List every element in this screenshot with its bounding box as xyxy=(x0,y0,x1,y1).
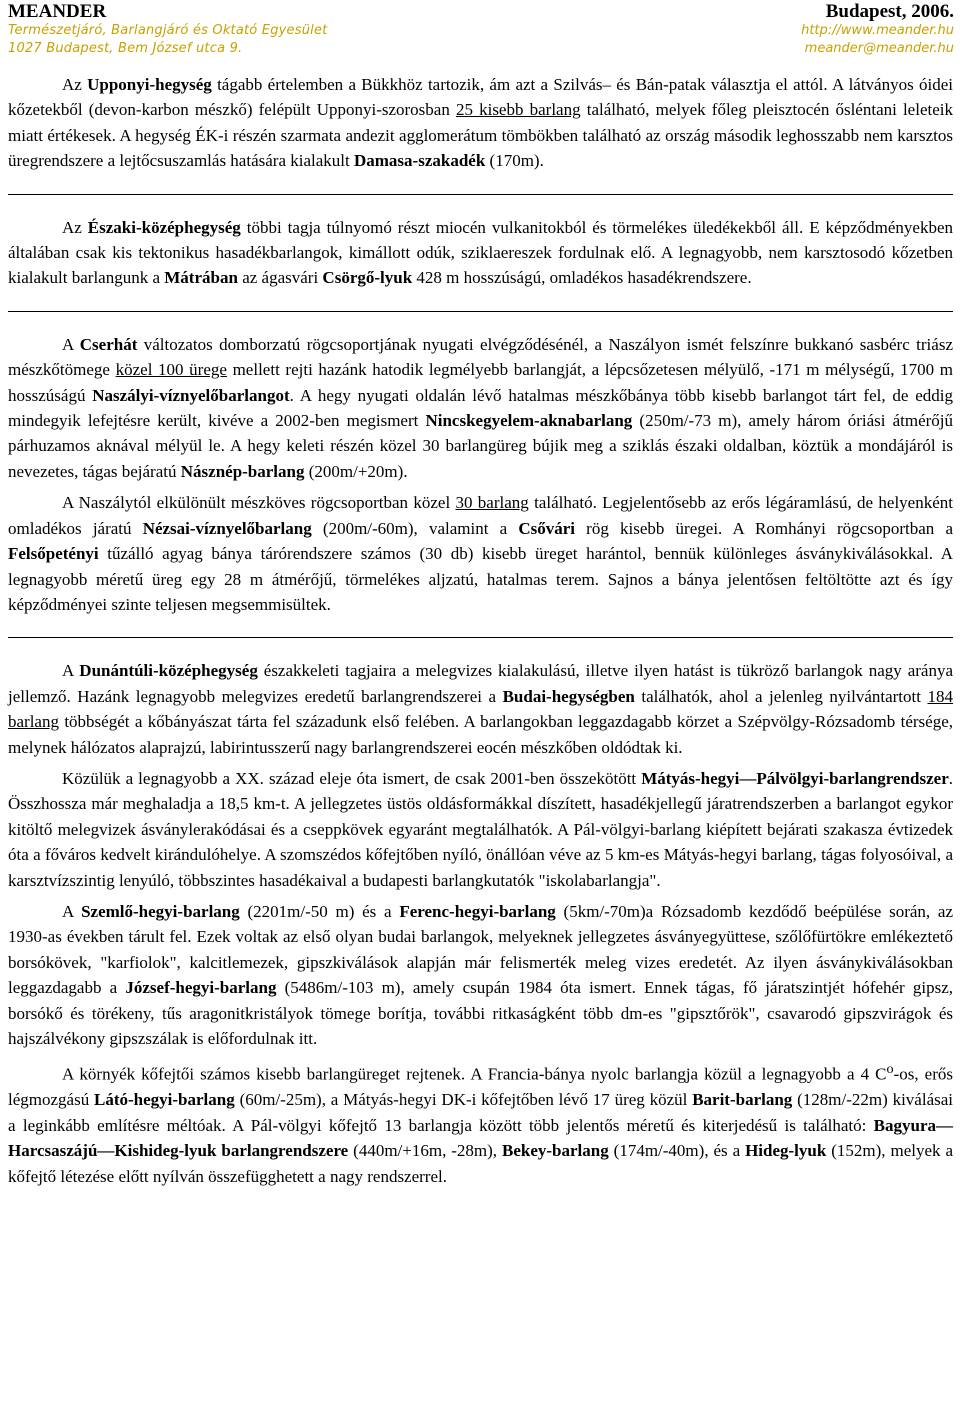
term-bold: Upponyi-hegység xyxy=(87,75,212,94)
text: A xyxy=(62,334,80,354)
superscript: o xyxy=(886,1061,894,1078)
section-cserhat xyxy=(8,332,953,617)
text: többi tagja túlnyomó részt miocén vulkanitokból és törmelékes üledékekből áll. E képződményekben általában csak kis tektonikus hasadékbarlangok, kimállott odúk, sziklaereszek fordulnak elő. A legnagyobb, nem karsztosodó kőzetben kialakult barlangunk a xyxy=(8,217,953,288)
term-bold: Látó-hegyi-barlang xyxy=(94,1090,235,1110)
text: (250m/-73 m), amely három óriási átmérőjű párhuzamos aknával mélyül le. A hegy keleti részén közel 30 barlangüreg bújik meg a sziklás északi oldalban, köztük a mondájáról is nevezetes, tágas bejáratú xyxy=(8,411,953,481)
page-header xyxy=(8,0,954,62)
term-bold: Csővári xyxy=(518,518,576,538)
text: változatos domborzatú rögcsoportjának nyugati elvégződésénél, a Naszályon ismét felszínre bukkanó sasbérc triász mészkőtömege xyxy=(8,334,953,380)
text: . Összhossza már meghaladja a 18,5 km-t. A jellegzetes üstös oldásformákkal díszített, hasadékjellegű járatrendszerben a barlangot egykor kitöltő melegvizek ásványlerakódásai és a cseppkövek egyaránt megtalálhatók. A Pál-völgyi-barlang kiépített bejárati szakasza évtizedek óta a főváros kedvelt kirándulóhelye. A szomszédos kőfejtőben nyíló, önállóan véve az 5 km-es Mátyás-hegyi barlang, tágas folyosóival, a karsztvízszintig lenyúló, többszintes hasadékaival a budapesti barlangkutatók "iskolabarlangja". xyxy=(8,768,953,890)
section-divider xyxy=(8,311,953,312)
text: mellett rejti hazánk hatodik legmélyebb barlangját, a lépcsőzetesen mélyülő, -171 m mélységű, 1700 m hosszúságú xyxy=(8,360,953,405)
text: A Naszálytól elkülönült mészköves rögcsoportban közel xyxy=(62,493,456,513)
term-underlined: 25 kisebb barlang xyxy=(455,100,581,120)
text: Az xyxy=(62,217,88,237)
text: -os, erős légmozgású xyxy=(8,1065,953,1110)
header-row-1 xyxy=(8,0,954,22)
section-eszaki-kozephegyseg xyxy=(8,215,953,291)
org-name: MEANDER xyxy=(8,1,107,22)
org-address: 1027 Budapest, Bem József utca 9. xyxy=(8,41,243,56)
text: (2201m/-50 m) és a xyxy=(239,901,400,921)
term-bold: Bagyura—Harcsaszájú—Kishideg-lyuk barlangrendszere xyxy=(8,1115,953,1161)
term-bold: Északi-középhegység xyxy=(87,217,241,237)
paragraph xyxy=(8,899,953,1051)
text: . A hegy nyugati oldalán lévő hatalmas mészkőbánya több kisebb barlangot tárt fel, de eddig mindegyik lefejtésre került, kivéve a 2002-ben megismert xyxy=(8,385,953,431)
text: Közülük a legnagyobb a XX. század eleje óta ismert, de csak 2001-ben összekötött xyxy=(62,768,642,788)
term-bold: Cserhát xyxy=(79,334,138,354)
term-underlined: közel 100 ürege xyxy=(115,360,227,380)
text: A környék kőfejtői számos kisebb barlangüreget rejtenek. A Francia-bánya nyolc barlangja közül a legnagyobb a 4 C xyxy=(62,1065,887,1085)
text: (200m/+20m). xyxy=(304,461,408,481)
term-bold: Damasa-szakadék xyxy=(353,151,486,171)
term-bold: Mátyás-hegyi—Pálvölgyi-barlangrendszer xyxy=(641,768,949,788)
email-link[interactable]: meander@meander.hu xyxy=(804,41,954,56)
text: (440m/+16m, -28m), xyxy=(348,1141,502,1161)
term-bold: Nincskegyelem-aknabarlang xyxy=(425,411,633,431)
text: többségét a kőbányászat tárta fel századunk első felében. A barlangokban leggazdagabb körzet a Szépvölgy-Rózsadomb térsége, melynek hálózatos alaprajzú, labirintusszerű nagy barlangrendszerei eocén mészkőben oldódtak ki. xyxy=(8,712,953,757)
text: (128m/-22m) kiválásai a leginkább említésre méltóak. A Pál-völgyi kőfejtő 13 barlangja között több jelentős méretű és kiterjedésű is található: xyxy=(8,1090,953,1135)
term-underlined: 184 barlang xyxy=(8,686,953,732)
term-bold: Ferenc-hegyi-barlang xyxy=(399,901,556,921)
paragraph xyxy=(8,766,953,893)
section-dunantuli-kozephegyseg xyxy=(8,658,953,1189)
paragraph xyxy=(8,658,953,760)
text: Az xyxy=(62,75,88,94)
header-row-3 xyxy=(8,40,954,58)
text: (60m/-25m), a Mátyás-hegyi DK-i kőfejtőben lévő 17 üreg közül xyxy=(234,1090,693,1110)
section-divider xyxy=(8,637,953,638)
text: található. Legjelentősebb az erős légáramlású, de helyenként omladékos járatú xyxy=(8,493,953,538)
place-year: Budapest, 2006. xyxy=(825,1,954,22)
text: (170m). xyxy=(485,151,544,171)
text: (5km/-70m)a Rózsadomb kezdődő beépülése során, az 1930-as években tárult fel. Ezek voltak az első olyan budai barlangok, melyeknek jellegzetes ásványegyüttese, szőlőfürtökre emlékeztető borsókövek, "karfiolok", kalcitlemezek, gipszkiválások alapján már felismerték meleg vizes eredetét. Az ilyen ásványkiválásokban leggazdagabb a xyxy=(8,901,953,998)
term-bold: Budai-hegységben xyxy=(502,686,635,706)
term-bold: Barit-barlang xyxy=(692,1090,793,1110)
term-bold: Bekey-barlang xyxy=(502,1141,609,1161)
term-underlined: 30 barlang xyxy=(455,493,529,513)
text: (174m/-40m), és a xyxy=(608,1141,746,1161)
text: rög kisebb üregei. A Romhányi rögcsoportban a xyxy=(575,518,953,538)
text: 428 m hosszúságú, omladékos hasadékrendszere. xyxy=(412,268,752,288)
term-bold: Hideg-lyuk xyxy=(745,1141,827,1161)
text: az ágasvári xyxy=(237,268,323,288)
text: (200m/-60m), valamint a xyxy=(311,518,519,538)
term-bold: József-hegyi-barlang xyxy=(125,978,277,998)
paragraph xyxy=(8,1057,953,1189)
text: található, melyek főleg pleisztocén ősléntani leleteik miatt értékesek. A hegység ÉK-i részén szarmata andezit agglomerátum tömbökben található az ország második leghosszabb nem karsztos üregrendszere a lejtőcsuszamlás hatására kialakult xyxy=(8,100,953,171)
paragraph xyxy=(8,490,953,617)
term-bold: Csörgő-lyuk xyxy=(322,268,413,288)
website-link[interactable]: http://www.meander.hu xyxy=(801,23,954,38)
term-bold: Násznép-barlang xyxy=(180,461,305,481)
text: A xyxy=(62,901,82,921)
term-bold: Felsőpetényi xyxy=(8,544,99,564)
header-row-2 xyxy=(8,22,954,40)
text: tűzálló agyag bánya tárórendszere számos (30 db) kisebb üreget harántol, bennük különleges ásványkiválásokkal. A legnagyobb méretű üreg egy 28 m átmérőjű, törmelékes aljzatú, hatalmas terem. Sajnos a bánya jelentősen feltöltötte azt és így képződményei szinte teljesen megsemmisültek. xyxy=(8,544,953,614)
paragraph xyxy=(8,332,953,484)
section-divider xyxy=(8,194,953,195)
org-full-name: Természetjáró, Barlangjáró és Oktató Egyesület xyxy=(8,23,328,38)
term-bold: Dunántúli-középhegység xyxy=(79,661,258,681)
text: északkeleti tagjaira a melegvizes kialakulású, illetve ilyen hatást is tükröző barlangok nagy aránya jellemző. Hazánk legnagyobb melegvizes eredetű barlangrendszerei a xyxy=(8,661,953,706)
paragraph xyxy=(8,72,953,174)
term-bold: Naszályi-víznyelőbarlangot xyxy=(92,385,290,405)
term-bold: Szemlő-hegyi-barlang xyxy=(81,901,240,921)
text: (5486m/-103 m), amely csupán 1984 óta ismert. Ennek tágas, fő járatszintjét hófehér gipsz, borsókő és törékeny, tűs aragonitkristályok tömege borítja, további ritkaságként több dm-es "gipsztőrök", csavarodó gipszvirágok és hajszálvékony gipszszálak is előfordulnak itt. xyxy=(8,978,954,1048)
document-body xyxy=(8,72,953,1209)
text: tágabb értelemben a Bükkhöz tartozik, ám azt a Szilvás– és Bán-patak választja el attól. A látványos óidei kőzetekből (devon-karbon mészkő) felépült Upponyi-szorosban xyxy=(8,75,953,120)
section-upponyi xyxy=(8,72,953,174)
text: találhatók, ahol a jelenleg nyilvántartott xyxy=(634,686,928,706)
text: (152m), melyek a kőfejtő létezése előtt nyílván összefügghetett a nagy rendszerrel. xyxy=(8,1141,954,1186)
paragraph xyxy=(8,215,953,291)
text: A xyxy=(62,661,80,681)
term-bold: Mátrában xyxy=(164,268,238,288)
term-bold: Nézsai-víznyelőbarlang xyxy=(142,518,312,538)
